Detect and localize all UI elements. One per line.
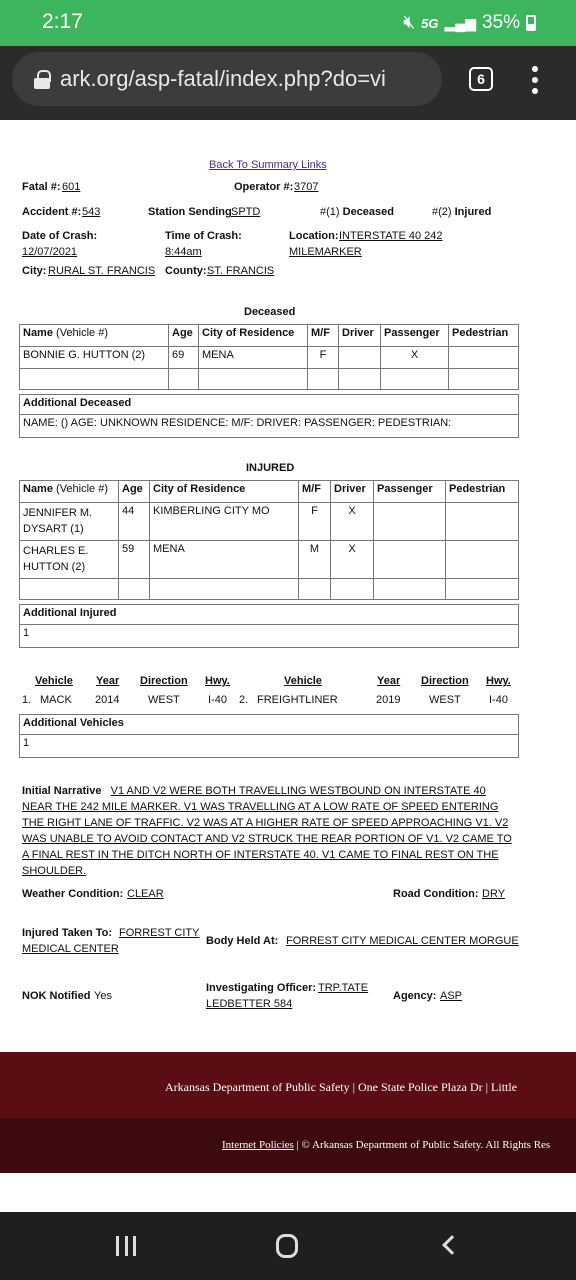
officer-value-2: LEDBETTER 584 (206, 998, 293, 1010)
vehicle-direction: WEST (148, 694, 180, 706)
additional-deceased-value: NAME: () AGE: UNKNOWN RESIDENCE: M/F: DRIVER: PASSENGER: PEDESTRIAN: (19, 415, 519, 438)
additional-injured-label: Additional Injured (19, 604, 519, 625)
year-header: Year (377, 675, 401, 687)
agency-value: ASP (440, 990, 463, 1002)
body-held-label: Body Held At: (206, 935, 279, 947)
vehicle-year: 2014 (95, 694, 120, 706)
copyright-text: | © Arkansas Department of Public Safety. All Rights Res (293, 1139, 551, 1151)
vehicle-num: 1. (22, 694, 32, 706)
url-text: ark.org/asp-fatal/index.php?do=vi (60, 66, 386, 91)
injured-count: #(2) Injured (432, 206, 492, 218)
mute-icon: 🔇︎ (403, 12, 416, 33)
additional-deceased-label: Additional Deceased (19, 394, 519, 415)
col-name: Name (Vehicle #) (20, 481, 119, 503)
table-header-row (20, 325, 519, 347)
injured-name: CHARLES E. HUTTON (2) (20, 541, 119, 579)
table-header-row (20, 481, 519, 503)
narrative-label: Initial Narrative (22, 785, 102, 797)
time-value: 8:44am (165, 246, 202, 258)
table-row-empty (20, 579, 519, 600)
body-held-value: FORREST CITY MEDICAL CENTER MORGUE (286, 935, 519, 947)
direction-header: Direction (140, 675, 188, 687)
injured-taken-label: Injured Taken To: (22, 927, 113, 939)
injured-city: KIMBERLING CITY MO (150, 503, 299, 541)
weather-label: Weather Condition: (22, 888, 124, 900)
signal-icon: ▂▄▆ (444, 14, 476, 31)
status-bar (0, 0, 576, 46)
deceased-age: 69 (169, 347, 199, 369)
time-label: Time of Crash: (165, 230, 242, 242)
vehicle-header: Vehicle (284, 675, 322, 687)
deceased-title: Deceased (244, 306, 296, 318)
vehicle-header: Vehicle (35, 675, 73, 687)
battery-level: 35% (481, 12, 520, 33)
col-age: Age (169, 325, 199, 347)
injured-age: 44 (119, 503, 150, 541)
hwy-header: Hwy. (486, 675, 511, 687)
home-icon[interactable] (276, 1234, 298, 1258)
col-passenger: Passenger (381, 325, 449, 347)
deceased-driver (339, 347, 381, 369)
vehicle-hwy: I-40 (489, 694, 508, 706)
col-age: Age (119, 481, 150, 503)
additional-vehicles-label: Additional Vehicles (19, 714, 519, 735)
county-label: County: (165, 265, 207, 277)
nok-label: NOK Notified (22, 990, 91, 1002)
fatal-number: 601 (62, 181, 81, 193)
narrative-text: V1 AND V2 WERE BOTH TRAVELLING WESTBOUND ON INTERSTATE 40 NEAR THE 242 MILE MARKER. V1 WAS TRAVELLING AT A LOW RATE OF SPEED ENTERING THE RIGHT LANE OF TRAFFIC. V2 WAS AT A HIGHER RATE OF SPEED APPROACHING V1. V2 WAS UNABLE TO AVOID CONTACT AND V2 STRUCK THE REAR PORTION OF V1. V2 CAME TO A FINAL REST IN THE DITCH NORTH OF INTERSTATE 40. V1 CAME TO FINAL REST ON THE SHOULDER. (22, 785, 512, 877)
deceased-name: BONNIE G. HUTTON (2) (20, 347, 169, 369)
station-value: SPTD (231, 206, 261, 218)
browser-toolbar (0, 46, 576, 120)
deceased-pedestrian (449, 347, 519, 369)
injured-driver: X (331, 503, 374, 541)
road-label: Road Condition: (393, 888, 479, 900)
additional-injured-value: 1 (19, 625, 519, 648)
injured-taken-value-1: FORREST CITY (119, 927, 200, 939)
deceased-city: MENA (199, 347, 308, 369)
vehicle-year: 2019 (376, 694, 401, 706)
location-value-1: INTERSTATE 40 242 (339, 230, 443, 242)
col-pedestrian: Pedestrian (449, 325, 519, 347)
city-label: City: (22, 265, 47, 277)
initial-narrative (22, 783, 517, 879)
date-value: 12/07/2021 (22, 246, 78, 258)
col-mf: M/F (308, 325, 339, 347)
vehicle-hwy: I-40 (208, 694, 227, 706)
footer-address: Arkansas Department of Public Safety | One State Police Plaza Dr | Little (165, 1080, 518, 1094)
county-value: ST. FRANCIS (207, 265, 275, 277)
back-to-summary-link[interactable]: Back To Summary Links (209, 159, 327, 171)
col-city: City of Residence (199, 325, 308, 347)
network-type: 5G (421, 15, 439, 31)
menu-icon[interactable] (532, 66, 540, 94)
col-driver: Driver (331, 481, 374, 503)
officer-value-1: TRP.TATE (318, 982, 369, 994)
location-label: Location: (289, 230, 339, 242)
tabs-icon[interactable]: 6 (469, 67, 493, 91)
table-row (20, 541, 519, 579)
injured-mf: M (299, 541, 331, 579)
col-name: Name (Vehicle #) (20, 325, 169, 347)
injured-city: MENA (150, 541, 299, 579)
accident-number: 543 (82, 206, 101, 218)
deceased-table (19, 324, 519, 390)
deceased-passenger: X (381, 347, 449, 369)
battery-icon (526, 15, 536, 31)
weather-value: CLEAR (127, 888, 164, 900)
footer-legal-bar (0, 1118, 576, 1173)
injured-table (19, 480, 519, 600)
table-row (20, 347, 519, 369)
deceased-mf: F (308, 347, 339, 369)
footer-address-bar (0, 1052, 576, 1118)
road-value: DRY (482, 888, 506, 900)
injured-taken-value-2: MEDICAL CENTER (22, 943, 119, 955)
back-icon[interactable] (442, 1235, 462, 1255)
direction-header: Direction (421, 675, 469, 687)
vehicle-make: FREIGHTLINER (257, 694, 338, 706)
city-value: RURAL ST. FRANCIS (48, 265, 156, 277)
footer-legal (222, 1139, 550, 1151)
year-header: Year (96, 675, 120, 687)
injured-title: INJURED (246, 462, 295, 474)
station-label: Station Sending (148, 206, 232, 218)
injured-mf: F (299, 503, 331, 541)
hwy-header: Hwy. (205, 675, 230, 687)
status-time: 2:17 (42, 10, 83, 33)
accident-label: Accident #: (22, 206, 82, 218)
date-label: Date of Crash: (22, 230, 98, 242)
table-row-empty (20, 369, 519, 390)
vehicle-num: 2. (239, 694, 249, 706)
col-driver: Driver (339, 325, 381, 347)
status-icons (403, 12, 536, 34)
col-city: City of Residence (150, 481, 299, 503)
operator-label: Operator #: (234, 181, 294, 193)
lock-icon (34, 70, 50, 89)
deceased-count: #(1) Deceased (320, 206, 394, 218)
operator-number: 3707 (294, 181, 319, 193)
location-value-2: MILEMARKER (289, 246, 362, 258)
fatal-label: Fatal #: (22, 181, 61, 193)
additional-vehicles-value: 1 (19, 735, 519, 758)
table-row (20, 503, 519, 541)
address-bar[interactable] (12, 52, 442, 106)
system-nav-bar (0, 1212, 576, 1280)
recent-apps-icon[interactable] (116, 1236, 136, 1256)
col-pedestrian: Pedestrian (446, 481, 519, 503)
injured-age: 59 (119, 541, 150, 579)
col-passenger: Passenger (374, 481, 446, 503)
internet-policies-link[interactable]: Internet Policies (222, 1139, 294, 1151)
vehicle-direction: WEST (429, 694, 461, 706)
officer-label: Investigating Officer: (206, 982, 317, 994)
nok-value: Yes (94, 990, 112, 1002)
vehicle-make: MACK (40, 694, 72, 706)
injured-name: JENNIFER M. DYSART (1) (20, 503, 119, 541)
agency-label: Agency: (393, 990, 437, 1002)
injured-driver: X (331, 541, 374, 579)
col-mf: M/F (299, 481, 331, 503)
